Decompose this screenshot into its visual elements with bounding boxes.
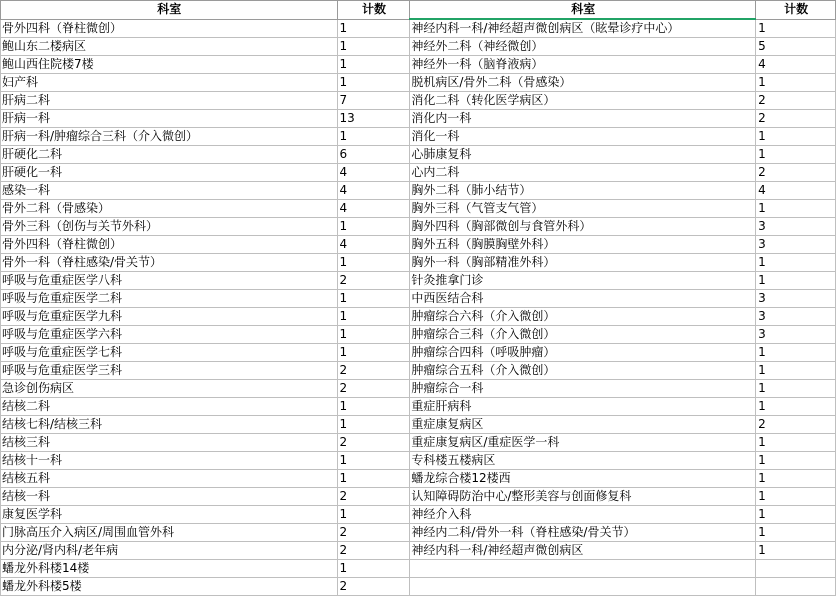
dept-cell-right[interactable]: 肿瘤综合三科（介入微创）	[410, 326, 756, 344]
count-cell-left[interactable]: 1	[337, 38, 410, 56]
count-cell-right[interactable]: 1	[756, 470, 836, 488]
count-cell-right[interactable]: 3	[756, 290, 836, 308]
count-cell-left[interactable]: 1	[337, 308, 410, 326]
count-cell-left[interactable]: 1	[337, 560, 410, 578]
count-cell-left[interactable]: 2	[337, 488, 410, 506]
count-cell-left[interactable]: 1	[337, 506, 410, 524]
dept-cell-left[interactable]: 骨外四科（脊柱微创）	[1, 236, 338, 254]
table-row	[1, 110, 836, 128]
dept-cell-right[interactable]: 心肺康复科	[410, 146, 756, 164]
count-cell-right[interactable]: 3	[756, 236, 836, 254]
header-dept-right[interactable]: 科室	[410, 1, 756, 20]
dept-cell-right[interactable]: 胸外五科（胸膜胸壁外科）	[410, 236, 756, 254]
dept-cell-left[interactable]: 呼吸与危重症医学六科	[1, 326, 338, 344]
dept-cell-right[interactable]: 神经内二科/骨外一科（脊柱感染/骨关节）	[410, 524, 756, 542]
table-row	[1, 326, 836, 344]
count-cell-left[interactable]: 1	[337, 56, 410, 74]
dept-cell-left[interactable]: 结核三科	[1, 434, 338, 452]
dept-cell-right[interactable]: 专科楼五楼病区	[410, 452, 756, 470]
dept-cell-right[interactable]: 胸外一科（胸部精准外科）	[410, 254, 756, 272]
count-cell-left[interactable]: 1	[337, 74, 410, 92]
count-cell-left[interactable]: 1	[337, 452, 410, 470]
count-cell-left[interactable]: 4	[337, 164, 410, 182]
dept-cell-right[interactable]: 胸外二科（肺小结节）	[410, 182, 756, 200]
table-row	[1, 434, 836, 452]
dept-cell-left[interactable]: 急诊创伤病区	[1, 380, 338, 398]
dept-cell-left[interactable]: 感染一科	[1, 182, 338, 200]
table-row	[1, 74, 836, 92]
dept-cell-right[interactable]: 神经介入科	[410, 506, 756, 524]
count-cell-right[interactable]: 2	[756, 110, 836, 128]
count-cell-right[interactable]: 1	[756, 542, 836, 560]
count-cell-right[interactable]: 1	[756, 344, 836, 362]
count-cell-left[interactable]: 1	[337, 128, 410, 146]
count-cell-right[interactable]: 1	[756, 398, 836, 416]
table-row	[1, 254, 836, 272]
dept-cell-left[interactable]: 鲍山西住院楼7楼	[1, 56, 338, 74]
table-row	[1, 578, 836, 596]
count-cell-left[interactable]: 2	[337, 434, 410, 452]
count-cell-right[interactable]: 1	[756, 506, 836, 524]
table-row	[1, 38, 836, 56]
table-row	[1, 506, 836, 524]
table-row	[1, 416, 836, 434]
dept-cell-right[interactable]: 消化二科（转化医学病区）	[410, 92, 756, 110]
count-cell-right[interactable]: 1	[756, 380, 836, 398]
count-cell-right[interactable]: 1	[756, 128, 836, 146]
dept-cell-left[interactable]: 门脉高压介入病区/周围血管外科	[1, 524, 338, 542]
dept-cell-left[interactable]: 结核十一科	[1, 452, 338, 470]
count-cell-right[interactable]: 4	[756, 56, 836, 74]
dept-cell-left[interactable]: 呼吸与危重症医学三科	[1, 362, 338, 380]
count-cell-right[interactable]: 2	[756, 92, 836, 110]
table-row	[1, 542, 836, 560]
count-cell-right[interactable]: 1	[756, 146, 836, 164]
table-row	[1, 56, 836, 74]
count-cell-right[interactable]: 3	[756, 218, 836, 236]
table-row	[1, 362, 836, 380]
count-cell-left[interactable]: 2	[337, 362, 410, 380]
count-cell-right[interactable]: 1	[756, 254, 836, 272]
dept-cell-left[interactable]: 鲍山东二楼病区	[1, 38, 338, 56]
dept-cell-right[interactable]: 重症肝病科	[410, 398, 756, 416]
count-cell-left[interactable]: 1	[337, 19, 410, 38]
count-cell-left[interactable]: 13	[337, 110, 410, 128]
dept-cell-right[interactable]: 心内二科	[410, 164, 756, 182]
count-cell-left[interactable]: 2	[337, 524, 410, 542]
dept-cell-right[interactable]	[410, 560, 756, 578]
table-row	[1, 92, 836, 110]
table-row	[1, 272, 836, 290]
dept-cell-left[interactable]: 结核一科	[1, 488, 338, 506]
dept-cell-right[interactable]: 脱机病区/骨外二科（骨感染）	[410, 74, 756, 92]
count-cell-right[interactable]: 4	[756, 182, 836, 200]
dept-cell-right[interactable]: 肿瘤综合一科	[410, 380, 756, 398]
count-cell-left[interactable]: 2	[337, 380, 410, 398]
table-row	[1, 560, 836, 578]
dept-cell-left[interactable]: 结核七科/结核三科	[1, 416, 338, 434]
dept-cell-left[interactable]: 肝病一科/肿瘤综合三科（介入微创）	[1, 128, 338, 146]
count-cell-right[interactable]: 2	[756, 416, 836, 434]
table-row	[1, 470, 836, 488]
dept-cell-right[interactable]: 蟠龙综合楼12楼西	[410, 470, 756, 488]
count-cell-right[interactable]: 1	[756, 434, 836, 452]
dept-cell-right[interactable]: 消化一科	[410, 128, 756, 146]
dept-cell-left[interactable]: 内分泌/肾内科/老年病	[1, 542, 338, 560]
table-row	[1, 164, 836, 182]
header-row	[1, 1, 836, 20]
count-cell-right[interactable]: 3	[756, 326, 836, 344]
count-cell-left[interactable]: 1	[337, 416, 410, 434]
count-cell-right[interactable]: 1	[756, 19, 836, 38]
dept-cell-right[interactable]: 神经内科一科/神经超声微创病区（眩晕诊疗中心）	[410, 19, 756, 38]
dept-cell-left[interactable]: 骨外一科（脊柱感染/骨关节）	[1, 254, 338, 272]
count-cell-right[interactable]: 1	[756, 362, 836, 380]
table-row	[1, 488, 836, 506]
count-cell-right[interactable]	[756, 578, 836, 596]
dept-cell-left[interactable]: 蟠龙外科楼14楼	[1, 560, 338, 578]
dept-cell-left[interactable]: 呼吸与危重症医学七科	[1, 344, 338, 362]
table-row	[1, 308, 836, 326]
count-cell-left[interactable]: 1	[337, 290, 410, 308]
count-cell-left[interactable]: 1	[337, 344, 410, 362]
table-row	[1, 236, 836, 254]
count-cell-left[interactable]: 1	[337, 218, 410, 236]
table-row	[1, 128, 836, 146]
count-cell-right[interactable]: 2	[756, 164, 836, 182]
count-cell-left[interactable]: 2	[337, 542, 410, 560]
count-cell-right[interactable]: 1	[756, 200, 836, 218]
table-row	[1, 182, 836, 200]
count-cell-right[interactable]: 5	[756, 38, 836, 56]
count-cell-left[interactable]: 1	[337, 470, 410, 488]
dept-cell-left[interactable]: 结核五科	[1, 470, 338, 488]
count-cell-right[interactable]: 1	[756, 452, 836, 470]
count-cell-left[interactable]: 4	[337, 236, 410, 254]
table-row	[1, 398, 836, 416]
dept-cell-left[interactable]: 呼吸与危重症医学二科	[1, 290, 338, 308]
table-row	[1, 290, 836, 308]
table-row	[1, 344, 836, 362]
count-cell-left[interactable]: 7	[337, 92, 410, 110]
header-count-right[interactable]: 计数	[756, 1, 836, 20]
count-cell-right[interactable]: 1	[756, 74, 836, 92]
dept-cell-left[interactable]: 骨外四科（脊柱微创）	[1, 19, 338, 38]
dept-cell-right[interactable]	[410, 578, 756, 596]
table-row	[1, 19, 836, 38]
count-cell-right[interactable]	[756, 560, 836, 578]
table-row	[1, 200, 836, 218]
dept-cell-right[interactable]: 重症康复病区	[410, 416, 756, 434]
table-row	[1, 380, 836, 398]
table-row	[1, 146, 836, 164]
dept-cell-left[interactable]: 呼吸与危重症医学九科	[1, 308, 338, 326]
dept-cell-left[interactable]: 蟠龙外科楼5楼	[1, 578, 338, 596]
dept-cell-right[interactable]: 肿瘤综合四科（呼吸肿瘤）	[410, 344, 756, 362]
dept-cell-right[interactable]: 胸外三科（气管支气管）	[410, 200, 756, 218]
count-cell-left[interactable]: 1	[337, 254, 410, 272]
count-cell-right[interactable]: 1	[756, 272, 836, 290]
dept-cell-right[interactable]: 针灸推拿门诊	[410, 272, 756, 290]
dept-cell-left[interactable]: 结核二科	[1, 398, 338, 416]
count-cell-left[interactable]: 1	[337, 326, 410, 344]
dept-cell-left[interactable]: 肝病二科	[1, 92, 338, 110]
dept-cell-left[interactable]: 康复医学科	[1, 506, 338, 524]
dept-cell-right[interactable]: 肿瘤综合六科（介入微创）	[410, 308, 756, 326]
count-cell-left[interactable]: 4	[337, 200, 410, 218]
header-count-left[interactable]: 计数	[337, 1, 410, 20]
count-cell-right[interactable]: 3	[756, 308, 836, 326]
dept-cell-right[interactable]: 重症康复病区/重症医学一科	[410, 434, 756, 452]
count-cell-left[interactable]: 2	[337, 578, 410, 596]
dept-cell-left[interactable]: 肝病一科	[1, 110, 338, 128]
count-cell-left[interactable]: 2	[337, 272, 410, 290]
count-cell-right[interactable]: 1	[756, 488, 836, 506]
table-body	[1, 19, 836, 596]
dept-cell-right[interactable]: 神经外二科（神经微创）	[410, 38, 756, 56]
table-row	[1, 452, 836, 470]
table-row	[1, 524, 836, 542]
dept-cell-right[interactable]: 中西医结合科	[410, 290, 756, 308]
count-cell-left[interactable]: 6	[337, 146, 410, 164]
dept-cell-right[interactable]: 认知障碍防治中心/整形美容与创面修复科	[410, 488, 756, 506]
dept-cell-right[interactable]: 肿瘤综合五科（介入微创）	[410, 362, 756, 380]
count-cell-left[interactable]: 4	[337, 182, 410, 200]
dept-cell-left[interactable]: 肝硬化二科	[1, 146, 338, 164]
dept-cell-right[interactable]: 神经外一科（脑脊液病）	[410, 56, 756, 74]
header-dept-left[interactable]: 科室	[1, 1, 338, 20]
count-cell-left[interactable]: 1	[337, 398, 410, 416]
dept-cell-left[interactable]: 妇产科	[1, 74, 338, 92]
dept-cell-left[interactable]: 骨外二科（骨感染）	[1, 200, 338, 218]
dept-cell-right[interactable]: 神经内科一科/神经超声微创病区	[410, 542, 756, 560]
dept-cell-right[interactable]: 消化内一科	[410, 110, 756, 128]
dept-cell-left[interactable]: 肝硬化一科	[1, 164, 338, 182]
dept-cell-left[interactable]: 呼吸与危重症医学八科	[1, 272, 338, 290]
dept-cell-right[interactable]: 胸外四科（胸部微创与食管外科）	[410, 218, 756, 236]
table-row	[1, 218, 836, 236]
dept-cell-left[interactable]: 骨外三科（创伤与关节外科）	[1, 218, 338, 236]
count-cell-right[interactable]: 1	[756, 524, 836, 542]
